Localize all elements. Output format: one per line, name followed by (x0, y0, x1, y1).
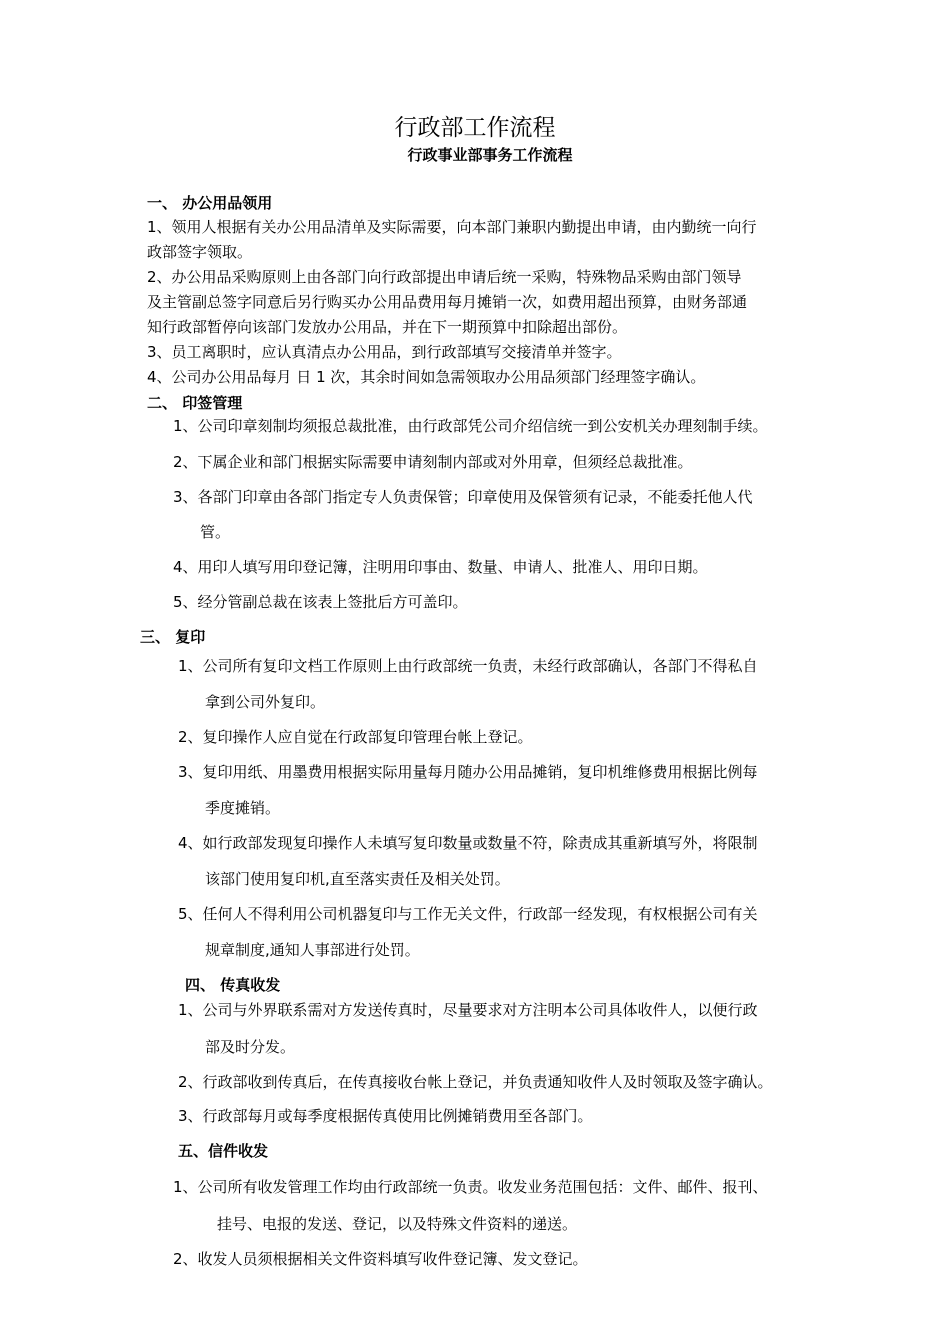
paragraph-line: 3、行政部每月或每季度根据传真使用比例摊销费用至各部门。 (178, 1107, 593, 1125)
paragraph-line: 2、下属企业和部门根据实际需要申请刻制内部或对外用章，但须经总裁批准。 (173, 453, 693, 471)
paragraph-line: 2、收发人员须根据相关文件资料填写收件登记簿、发文登记。 (173, 1250, 588, 1268)
paragraph-line: 2、复印操作人应自觉在行政部复印管理台帐上登记。 (178, 728, 533, 746)
paragraph-line: 2、办公用品采购原则上由各部门向行政部提出申请后统一采购，特殊物品采购由部门领导 (147, 268, 742, 286)
document-title: 行政部工作流程 (394, 115, 556, 141)
paragraph-line: 3、员工离职时，应认真清点办公用品，到行政部填写交接清单并签字。 (147, 343, 622, 361)
paragraph-line: 规章制度,通知人事部进行处罚。 (205, 941, 420, 959)
paragraph-line: 1、公司所有收发管理工作均由行政部统一负责。收发业务范围包括：文件、邮件、报刊、 (173, 1178, 768, 1196)
paragraph-line: 管。 (200, 523, 231, 541)
paragraph-line: 1、领用人根据有关办公用品清单及实际需要，向本部门兼职内勤提出申请，由内勤统一向行 (147, 218, 757, 236)
paragraph-line: 4、如行政部发现复印操作人未填写复印数量或数量不符，除责成其重新填写外，将限制 (178, 834, 758, 852)
paragraph-line: 1、公司印章刻制均须报总裁批准，由行政部凭公司介绍信统一到公安机关办理刻制手续。 (173, 417, 768, 435)
section-heading: 五、信件收发 (178, 1142, 269, 1160)
paragraph-line: 拿到公司外复印。 (205, 693, 326, 711)
paragraph-line: 季度摊销。 (205, 799, 281, 817)
section-heading: 二、 印签管理 (147, 394, 243, 412)
section-heading: 四、 传真收发 (185, 976, 281, 994)
paragraph-line: 3、复印用纸、用墨费用根据实际用量每月随办公用品摊销，复印机维修费用根据比例每 (178, 763, 758, 781)
section-heading: 一、 办公用品领用 (147, 194, 273, 212)
paragraph-line: 5、任何人不得利用公司机器复印与工作无关文件，行政部一经发现，有权根据公司有关 (178, 905, 758, 923)
document-subtitle: 行政事业部事务工作流程 (407, 146, 573, 164)
paragraph-line: 5、经分管副总裁在该表上签批后方可盖印。 (173, 593, 468, 611)
paragraph-line: 及主管副总签字同意后另行购买办公用品费用每月摊销一次，如费用超出预算，由财务部通 (147, 293, 748, 311)
paragraph-line: 1、公司所有复印文档工作原则上由行政部统一负责，未经行政部确认，各部门不得私自 (178, 657, 758, 675)
paragraph-line: 部及时分发。 (205, 1038, 296, 1056)
paragraph-line: 4、公司办公用品每月 日 1 次，其余时间如急需领取办公用品须部门经理签字确认。 (147, 368, 706, 386)
paragraph-line: 该部门使用复印机,直至落实责任及相关处罚。 (205, 870, 510, 888)
section-heading: 三、 复印 (140, 628, 206, 646)
paragraph-line: 知行政部暂停向该部门发放办公用品，并在下一期预算中扣除超出部份。 (147, 318, 628, 336)
paragraph-line: 2、行政部收到传真后，在传真接收台帐上登记，并负责通知收件人及时领取及签字确认。 (178, 1073, 773, 1091)
paragraph-line: 1、公司与外界联系需对方发送传真时，尽量要求对方注明本公司具体收件人，以便行政 (178, 1001, 758, 1019)
paragraph-line: 3、各部门印章由各部门指定专人负责保管；印章使用及保管须有记录，不能委托他人代 (173, 488, 753, 506)
paragraph-line: 挂号、电报的发送、登记，以及特殊文件资料的递送。 (217, 1215, 578, 1233)
paragraph-line: 政部签字领取。 (147, 243, 253, 261)
paragraph-line: 4、用印人填写用印登记簿，注明用印事由、数量、申请人、批准人、用印日期。 (173, 558, 708, 576)
